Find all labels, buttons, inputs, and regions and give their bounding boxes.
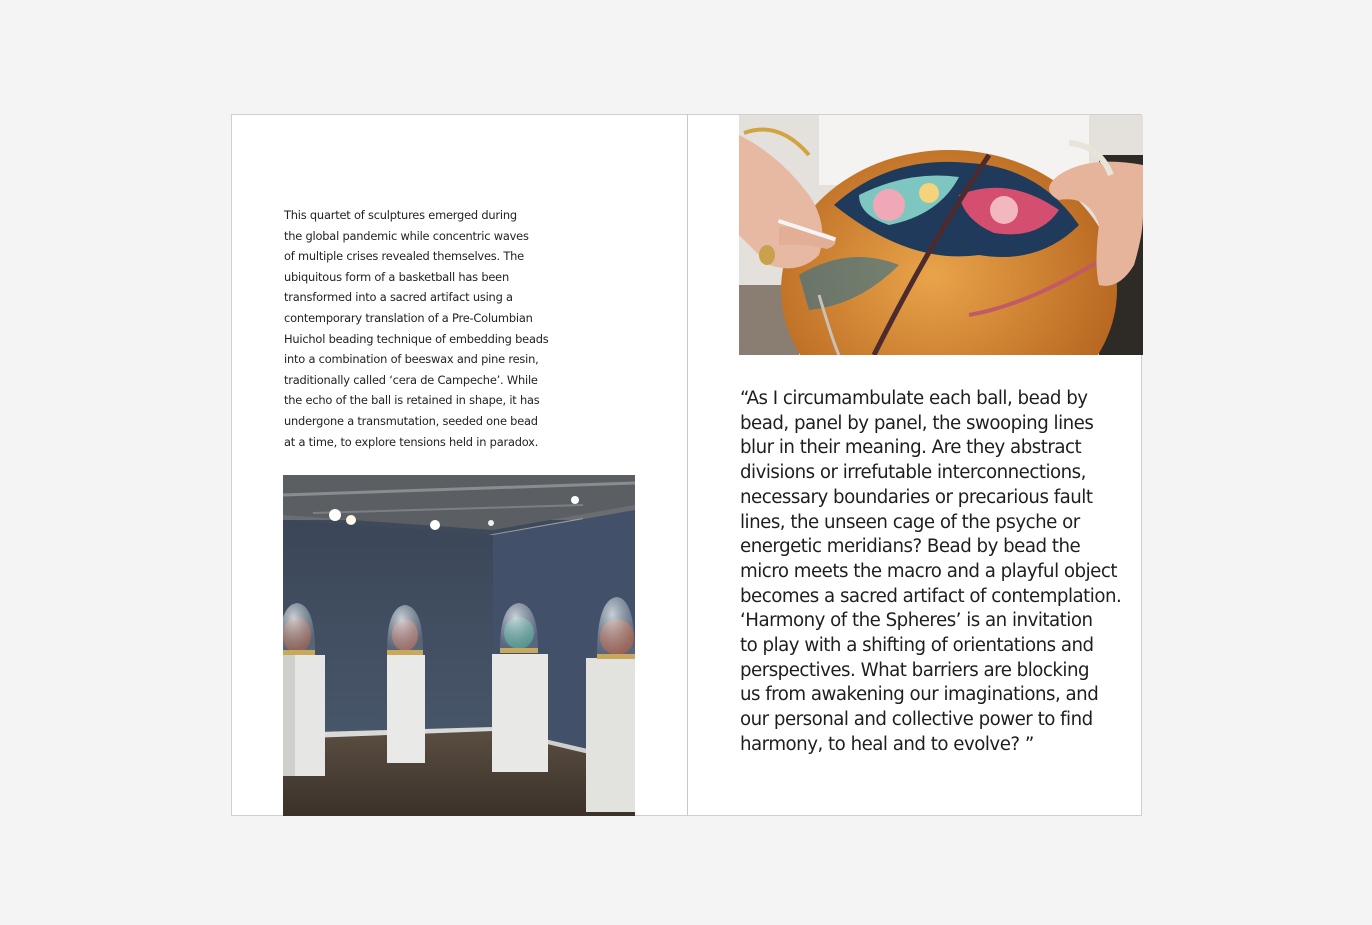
- quote-line: becomes a sacred artifact of contemplation.: [740, 585, 1122, 607]
- description-line: the global pandemic while concentric waves: [284, 228, 529, 243]
- quote-line: harmony, to heal and to evolve? ”: [740, 733, 1034, 755]
- quote-line: blur in their meaning. Are they abstract: [740, 437, 1082, 459]
- quote-line: us from awakening our imaginations, and: [740, 684, 1099, 706]
- quote-line: perspectives. What barriers are blocking: [740, 659, 1090, 681]
- quote-line: micro meets the macro and a playful object: [740, 560, 1117, 582]
- description-line: This quartet of sculptures emerged during: [284, 208, 517, 222]
- description-line: into a combination of beeswax and pine resin,: [284, 352, 539, 367]
- quote-line: lines, the unseen cage of the psyche or: [740, 511, 1080, 533]
- description-line: Huichol beading technique of embedding beads: [284, 331, 549, 346]
- description-line: the echo of the ball is retained in shape, it has: [284, 393, 540, 408]
- gallery-installation-photo: [283, 475, 635, 816]
- description-line: transformed into a sacred artifact using a: [284, 290, 513, 305]
- quote-line: bead, panel by panel, the swooping lines: [740, 412, 1094, 434]
- description-line: of multiple crises revealed themselves. The: [284, 249, 524, 264]
- quote-line: divisions or irrefutable interconnections,: [740, 462, 1086, 484]
- description-line: traditionally called ‘cera de Campeche’. While: [284, 372, 538, 387]
- book-spread: [231, 114, 1142, 816]
- quote-line: necessary boundaries or precarious fault: [740, 486, 1093, 508]
- right-page: [688, 115, 1143, 815]
- quote-line: energetic meridians? Bead by bead the: [740, 536, 1081, 558]
- description-line: ubiquitous form of a basketball has been: [284, 269, 510, 284]
- left-page: [232, 115, 687, 815]
- quote-line: ‘Harmony of the Spheres’ is an invitation: [740, 610, 1093, 632]
- description-line: contemporary translation of a Pre-Columbian: [284, 310, 533, 325]
- beading-hands-photo: [739, 115, 1143, 355]
- artist-quote: [740, 387, 1120, 758]
- description-line: undergone a transmutation, seeded one bead: [284, 413, 538, 428]
- quote-line: “As I circumambulate each ball, bead by: [740, 388, 1088, 409]
- quote-line: our personal and collective power to find: [740, 709, 1093, 731]
- quote-line: to play with a shifting of orientations and: [740, 635, 1094, 657]
- description-line: at a time, to explore tensions held in paradox.: [284, 434, 539, 449]
- artwork-description: [284, 205, 559, 452]
